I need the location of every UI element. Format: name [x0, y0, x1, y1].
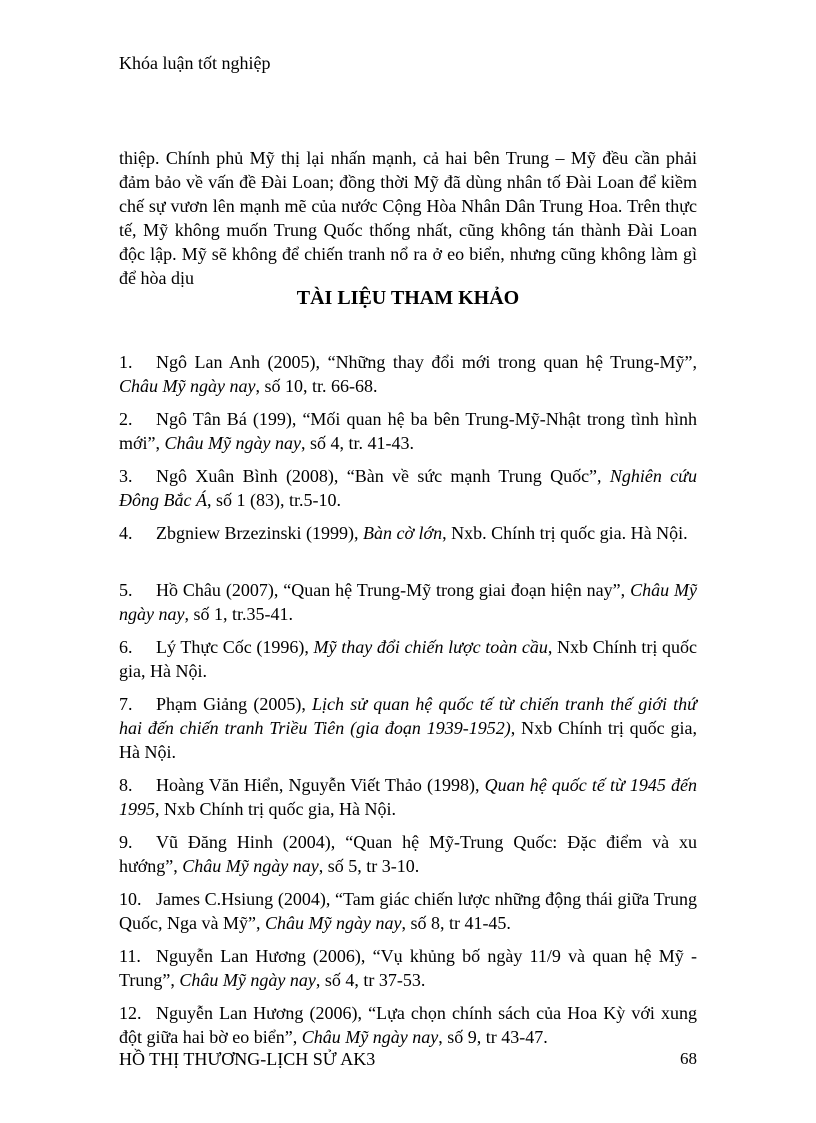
reference-source: Mỹ thay đổi chiến lược toàn cầu [313, 637, 548, 657]
reference-text: Ngô Xuân Bình (2008), “Bàn về sức mạnh Trung Quốc”, [156, 466, 610, 486]
reference-details: , số 1, tr.35-41. [184, 604, 293, 624]
reference-details: , Nxb Chính trị quốc gia, Hà Nội. [155, 799, 396, 819]
reference-source: Châu Mỹ ngày nay [164, 433, 301, 453]
reference-item [119, 350, 697, 402]
reference-item [119, 464, 697, 516]
footer-author: HỒ THỊ THƯƠNG-LỊCH SỬ AK3 [119, 1049, 376, 1069]
reference-source: Châu Mỹ ngày nay [182, 856, 319, 876]
reference-details: , Nxb. Chính trị quốc gia. Hà Nội. [442, 523, 688, 543]
reference-number: 6. [119, 637, 133, 657]
reference-text: Vũ Đăng Hinh (2004), “Quan hệ Mỹ-Trung Quốc: Đặc điểm và xu hướng”, [119, 832, 697, 876]
reference-number: 3. [119, 466, 133, 486]
reference-item [119, 692, 697, 768]
reference-source: Quan hệ quốc tế từ 1945 đến 1995 [119, 775, 697, 819]
reference-list [119, 350, 697, 1058]
reference-number: 8. [119, 775, 133, 795]
reference-source: Châu Mỹ ngày nay [119, 580, 697, 624]
page-number: 68 [680, 1049, 697, 1068]
reference-text: Zbgniew Brzezinski (1999), [156, 523, 363, 543]
reference-details: , số 4, tr 37-53. [315, 970, 426, 990]
reference-text: Hồ Châu (2007), “Quan hệ Trung-Mỹ trong giai đoạn hiện nay”, [156, 580, 631, 600]
reference-source: Bàn cờ lớn [362, 523, 443, 543]
reference-source: Châu Mỹ ngày nay [264, 913, 402, 933]
reference-item [119, 830, 697, 882]
references-heading: TÀI LIỆU THAM KHẢO [296, 287, 520, 309]
reference-item [119, 578, 697, 630]
reference-details: , số 10, tr. 66-68. [255, 376, 378, 396]
reference-source: Châu Mỹ ngày nay [301, 1027, 439, 1047]
reference-text: Hoàng Văn Hiển, Nguyễn Viết Thảo (1998), [156, 775, 485, 795]
reference-source: Lịch sử quan hệ quốc tế từ chiến tranh thế giới thứ hai đến chiến tranh Triều Tiên (gia đoạn 1939-1952) [119, 694, 697, 738]
reference-source: Nghiên cứu Đông Bắc Á [119, 466, 697, 510]
reference-number: 11. [119, 946, 141, 966]
reference-details: , số 1 (83), tr.5-10. [206, 490, 341, 510]
reference-details: , số 8, tr 41-45. [401, 913, 511, 933]
running-header: Khóa luận tốt nghiệp [119, 53, 271, 73]
reference-text: Phạm Giảng (2005), [156, 694, 313, 714]
reference-number: 2. [119, 409, 133, 429]
reference-item [119, 521, 697, 573]
reference-item [119, 887, 697, 939]
reference-text: Ngô Tân Bá (199), “Mối quan hệ ba bên Trung-Mỹ-Nhật trong tình hình mới”, [119, 409, 697, 453]
reference-number: 5. [119, 580, 133, 600]
reference-item [119, 773, 697, 825]
reference-number: 7. [119, 694, 133, 714]
reference-item [119, 635, 697, 687]
reference-number: 12. [119, 1003, 142, 1023]
reference-text: Nguyễn Lan Hương (2006), “Lựa chọn chính sách của Hoa Kỳ với xung đột giữa hai bờ eo biển”, [119, 1003, 697, 1047]
reference-details: , Nxb Chính trị quốc gia, Hà Nội. [119, 637, 698, 681]
reference-number: 4. [119, 523, 133, 543]
reference-details: , Nxb Chính trị quốc gia, Hà Nội. [119, 718, 698, 762]
page-footer [119, 1048, 697, 1070]
reference-text: Nguyễn Lan Hương (2006), “Vụ khủng bố ngày 11/9 và quan hệ Mỹ - Trung”, [119, 946, 697, 990]
reference-text: Lý Thực Cốc (1996), [156, 637, 314, 657]
reference-text: James C.Hsiung (2004), “Tam giác chiến lược những động thái giữa Trung Quốc, Nga và Mỹ”, [119, 889, 697, 933]
reference-details: , số 5, tr 3-10. [318, 856, 420, 876]
reference-item [119, 944, 697, 996]
reference-number: 1. [119, 352, 133, 372]
reference-item [119, 1001, 697, 1053]
reference-number: 9. [119, 832, 133, 852]
body-paragraph: thiệp. Chính phủ Mỹ thị lại nhấn mạnh, cả hai bên Trung – Mỹ đều cần phải đảm bảo về vấn đề Đài Loan; đồng thời Mỹ đã dùng nhân tố Đài Loan để kiềm chế sự vươn lên mạnh mẽ của nước Cộng Hòa Nhân Dân Trung Hoa. Trên thực tế, Mỹ không muốn Trung Quốc thống nhất, cũng không tán thành Đài Loan độc lập. Mỹ sẽ không để chiến tranh nổ ra ở eo biển, nhưng cũng không làm gì để hòa dịu [119, 148, 697, 288]
reference-number: 10. [119, 889, 142, 909]
reference-source: Châu Mỹ ngày nay [119, 376, 256, 396]
reference-details: , số 9, tr 43-47. [438, 1027, 548, 1047]
reference-text: Ngô Lan Anh (2005), “Những thay đổi mới trong quan hệ Trung-Mỹ”, [156, 352, 697, 372]
reference-details: , số 4, tr. 41-43. [300, 433, 414, 453]
reference-item [119, 407, 697, 459]
reference-source: Châu Mỹ ngày nay [179, 970, 316, 990]
